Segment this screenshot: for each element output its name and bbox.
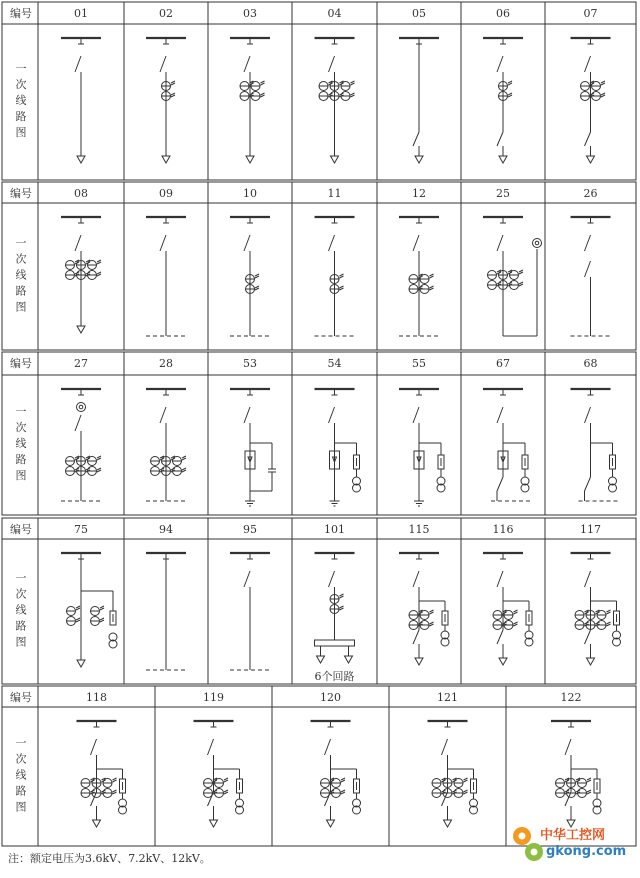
row-diagram-label: 图 [15,469,27,482]
circuit-diagram-01 [61,38,101,163]
row-diagram-label: 次 [15,78,27,91]
row-diagram-label: 路 [15,284,27,298]
row-diagram-label: 一 [15,236,27,250]
circuit-code: 11 [327,187,342,200]
circuit-diagram-02 [146,38,186,163]
circuit-code: 120 [320,691,341,704]
circuit-diagram-11 [315,217,355,336]
circuit-diagram-06 [483,38,523,163]
circuit-code: 118 [86,691,107,704]
circuit-code: 27 [74,357,88,370]
circuit-code: 119 [203,691,224,704]
row-header-label: 编号 [10,523,32,536]
circuit-code: 117 [580,523,601,536]
circuit-diagram-03 [230,38,270,163]
circuit-diagram-25 [483,217,542,336]
row-header-label: 编号 [10,187,32,200]
circuit-diagram-115 [399,553,449,665]
watermark-url: gkong.com [546,844,627,859]
circuit-code: 25 [496,187,510,200]
row-diagram-label: 路 [15,784,27,798]
row-diagram-label: 路 [15,619,27,633]
row-diagram-label: 线 [15,437,27,450]
circuit-code: 10 [243,187,257,200]
circuit-code: 04 [327,7,342,20]
row-diagram-label: 一 [15,62,27,75]
row-header-label: 编号 [10,691,32,704]
row-diagram-label: 一 [15,736,27,750]
circuit-code: 95 [243,523,257,536]
table-row [2,518,636,684]
circuit-code: 03 [243,7,257,20]
circuit-code: 01 [74,7,88,20]
circuit-code: 121 [437,691,458,704]
row-diagram-label: 线 [15,603,27,617]
circuit-diagram-119 [194,721,244,827]
circuit-diagram-118 [77,721,127,827]
circuit-code: 68 [583,357,598,370]
circuit-code: 53 [243,357,257,370]
circuit-code: 101 [324,523,345,536]
row-diagram-label: 图 [15,126,27,139]
circuit-diagram-55 [399,389,445,506]
circuit-code: 122 [560,691,582,704]
watermark-text: 中华工控网 [540,828,606,843]
row-diagram-label: 一 [15,405,27,418]
row-diagram-label: 路 [15,110,27,123]
circuit-diagram-05 [399,38,439,163]
circuit-diagram-121 [428,721,478,827]
circuit-diagram-122 [551,721,601,827]
circuit-code: 08 [74,187,88,200]
circuit-diagram-53 [230,389,276,506]
row-diagram-label: 图 [15,800,27,814]
circuit-diagram-54 [315,389,361,506]
circuit-diagram-67 [483,389,531,501]
circuit-code: 75 [74,523,88,536]
circuit-code: 115 [408,523,430,536]
table-row [2,182,636,350]
circuit-diagram-04 [315,38,355,163]
circuit-diagram-28 [146,389,186,501]
circuit-code: 02 [159,7,173,20]
circuit-code: 28 [159,357,173,370]
circuit-code: 55 [412,357,426,370]
circuit-code: 05 [412,7,426,20]
circuit-diagram-12 [399,217,439,336]
circuit-diagram-09 [146,217,186,336]
circuit-code: 26 [583,187,598,200]
circuit-diagram-101 [315,553,355,663]
circuit-diagram-94 [146,553,186,670]
circuit-diagram-75 [61,553,117,667]
circuit-diagram-26 [571,217,611,336]
circuit-diagram-117 [571,553,621,665]
row-diagram-label: 线 [15,94,27,107]
circuit-diagram-10 [230,217,270,336]
circuit-diagram-27 [61,389,101,501]
watermark-logo [508,820,636,868]
row-header-label: 编号 [10,7,32,20]
circuit-diagram-120 [311,721,361,827]
circuit-code: 67 [496,357,510,370]
circuit-code: 12 [412,187,426,200]
circuit-diagram-07 [571,38,611,163]
table-row [2,2,636,180]
table-row [2,352,636,515]
row-diagram-label: 图 [15,300,27,314]
circuit-diagram-68 [571,389,619,501]
row-diagram-label: 图 [15,635,27,649]
circuit-diagram-95 [230,553,270,670]
circuit-diagram-08 [61,217,101,333]
circuit-diagram-116 [483,553,533,665]
circuit-code: 94 [159,523,173,536]
multi-circuit-label: 6个回路 [314,670,355,683]
circuit-code: 09 [159,187,173,200]
circuit-code: 54 [327,357,342,370]
row-diagram-label: 次 [15,252,27,266]
row-diagram-label: 路 [15,453,27,466]
row-diagram-label: 次 [15,587,27,601]
circuit-code: 07 [583,7,598,20]
row-header-label: 编号 [10,357,32,370]
row-diagram-label: 线 [15,768,27,782]
row-diagram-label: 次 [15,752,27,766]
circuit-code: 06 [496,7,510,20]
row-diagram-label: 次 [15,421,27,434]
circuit-code: 116 [492,523,514,536]
footnote: 注：额定电压为3.6kV、7.2kV、12kV。 [8,852,211,865]
row-diagram-label: 一 [15,571,27,585]
row-diagram-label: 线 [15,268,27,282]
